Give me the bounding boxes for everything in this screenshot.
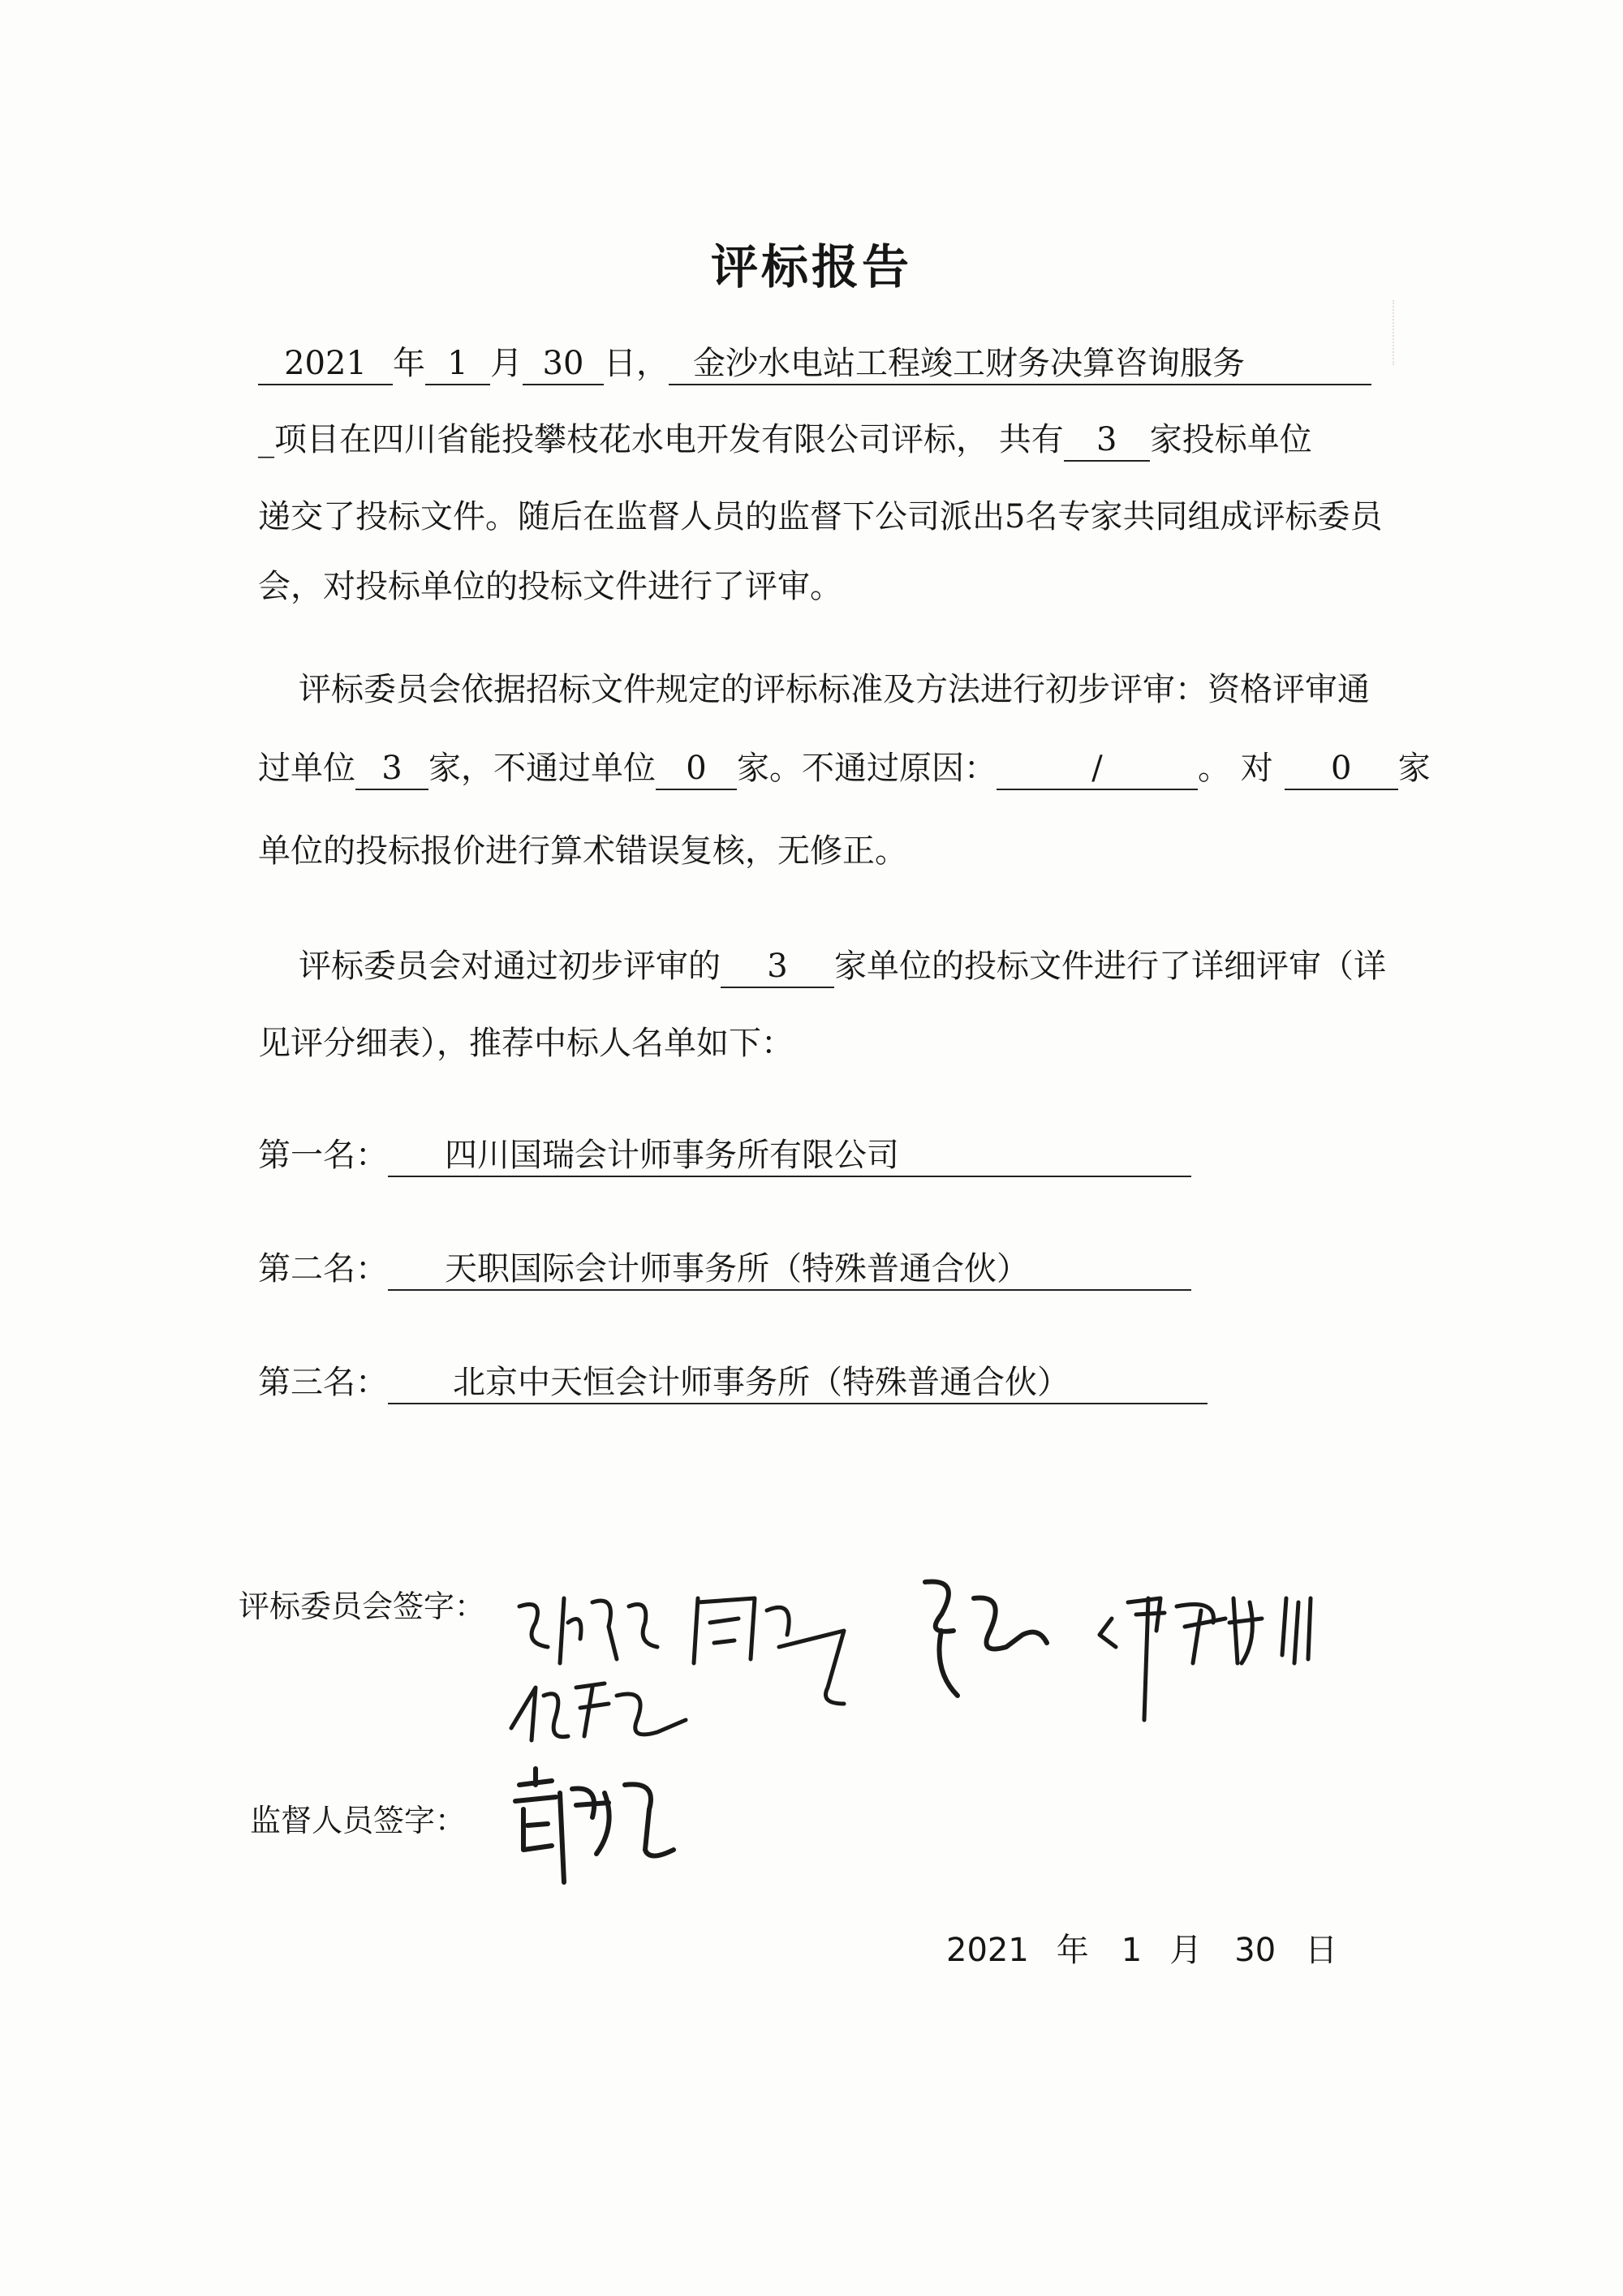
header-line2-tail: 家投标单位 <box>1149 421 1312 458</box>
pass-count: 3 <box>355 748 428 790</box>
detailed-count: 3 <box>721 946 834 988</box>
header-line-2 <box>258 417 1312 462</box>
header-day: 30 <box>523 343 604 385</box>
ranking-third-name: 北京中天恒会计师事务所（特殊普通合伙） <box>388 1362 1208 1404</box>
detailed-lead: 评标委员会对通过初步评审的 <box>299 948 721 985</box>
page-title: 评标报告 <box>710 239 912 295</box>
reason-lead: 家。不通过原因： <box>737 750 997 787</box>
committee-signature-label: 评标委员会签字： <box>239 1589 486 1624</box>
review-count: 0 <box>1285 748 1398 790</box>
ranking-first-name: 四川国瑞会计师事务所有限公司 <box>388 1135 1191 1177</box>
footer-year-unit: 年 <box>1056 1932 1089 1969</box>
ranking-first <box>258 1133 1191 1178</box>
ranking-third-label: 第三名： <box>258 1364 388 1401</box>
header-month: 1 <box>425 343 490 385</box>
header-year: 2021 <box>258 343 393 385</box>
fail-reason: / <box>997 748 1198 790</box>
ranking-third <box>258 1360 1208 1405</box>
footer-day: 30 <box>1234 1932 1276 1969</box>
scan-mark <box>1393 300 1443 365</box>
fail-count: 0 <box>656 748 737 790</box>
supervisor-signature-label: 监督人员签字： <box>250 1803 467 1838</box>
header-date-line <box>258 341 1371 386</box>
header-line-3: 递交了投标文件。随后在监督人员的监督下公司派出5名专家共同组成评标委员 <box>258 498 1383 535</box>
detailed-line-1 <box>299 944 1386 989</box>
preliminary-line-1: 评标委员会依据招标文件规定的评标标准及方法进行初步评审：资格评审通 <box>299 671 1370 708</box>
fail-lead: 家，不通过单位 <box>428 750 656 787</box>
ranking-first-label: 第一名： <box>258 1137 388 1174</box>
header-year-unit: 年 <box>393 345 425 382</box>
header-line2-text: 项目在四川省能投攀枝花水电开发有限公司评标， 共有 <box>274 421 1064 458</box>
detailed-line-2: 见评分细表），推荐中标人名单如下： <box>258 1025 794 1062</box>
committee-handwritten-signatures <box>487 1566 1380 1761</box>
header-line-4: 会，对投标单位的投标文件进行了评审。 <box>258 568 842 605</box>
ranking-second-name: 天职国际会计师事务所（特殊普通合伙） <box>388 1249 1191 1291</box>
preliminary-line-3: 单位的投标报价进行算术错误复核，无修正。 <box>258 832 907 870</box>
header-day-unit: 日， <box>604 345 669 382</box>
header-month-unit: 月 <box>490 345 523 382</box>
header-line2-lead: _ <box>258 421 274 458</box>
project-name: 金沙水电站工程竣工财务决算咨询服务 <box>669 343 1371 385</box>
footer-date <box>946 1928 1337 1973</box>
dui-tail: 家 <box>1397 750 1431 787</box>
footer-month-unit: 月 <box>1169 1932 1203 1969</box>
ranking-second <box>258 1246 1191 1292</box>
dui-lead: 。 对 <box>1198 750 1273 787</box>
bidder-count: 3 <box>1064 419 1150 462</box>
footer-month: 1 <box>1121 1932 1143 1969</box>
preliminary-line-2 <box>258 746 1431 791</box>
ranking-second-label: 第二名： <box>258 1250 388 1288</box>
pass-lead: 过单位 <box>258 750 355 787</box>
detailed-tail: 家单位的投标文件进行了详细评审（详 <box>834 948 1386 985</box>
footer-year: 2021 <box>946 1932 1029 1969</box>
footer-day-unit: 日 <box>1305 1932 1338 1969</box>
supervisor-handwritten-signature <box>503 1761 690 1890</box>
